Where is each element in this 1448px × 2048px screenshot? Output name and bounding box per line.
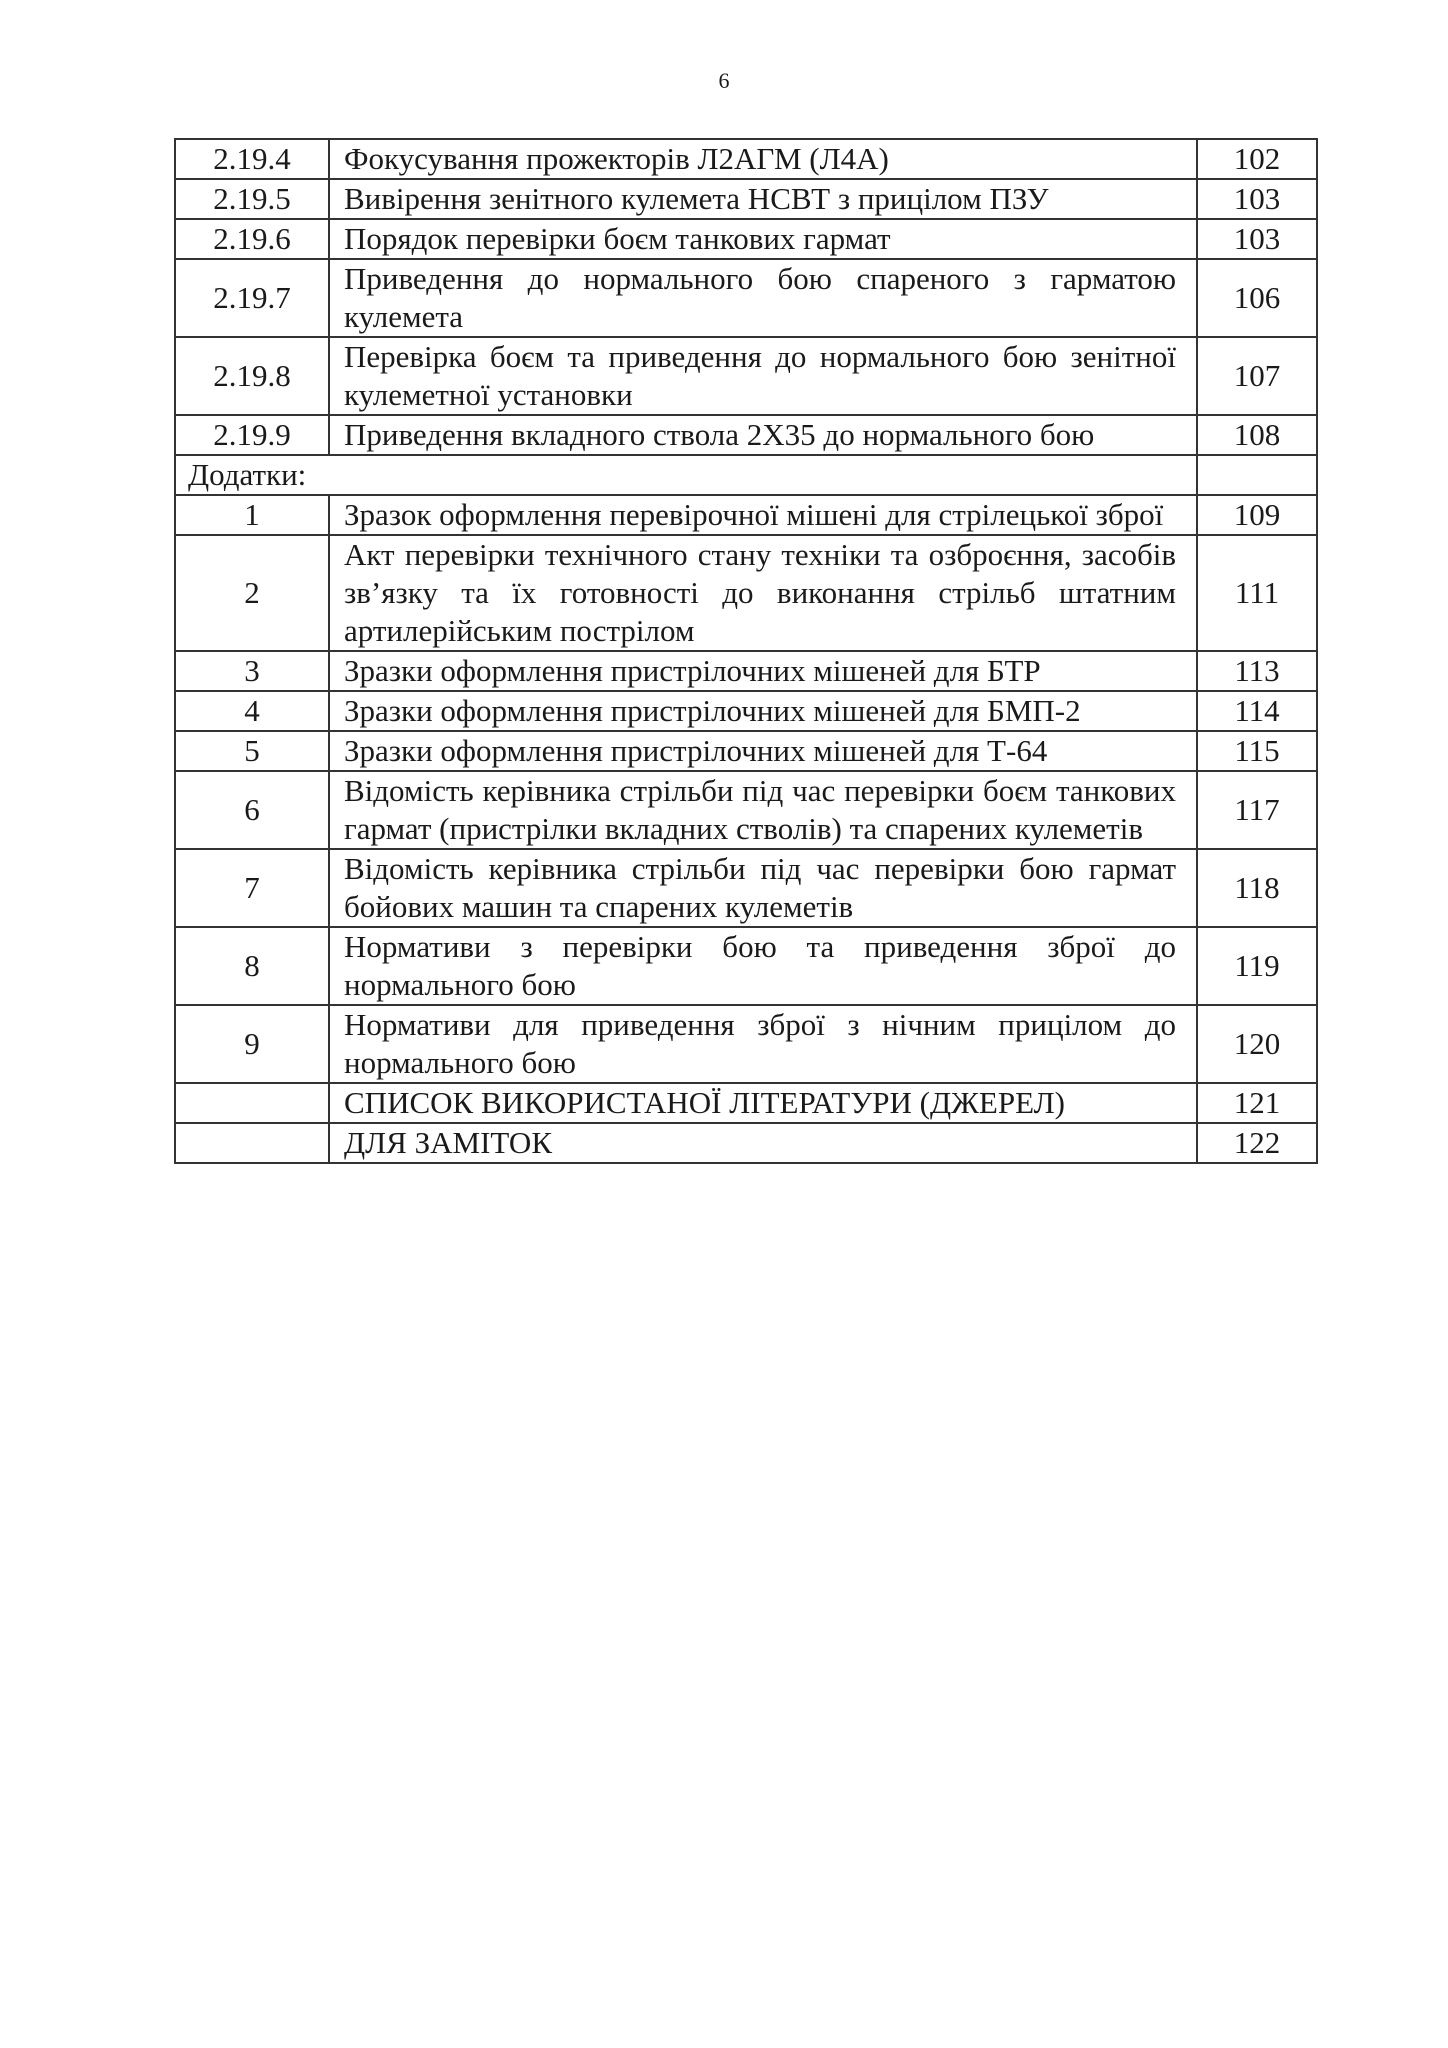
toc-number: 2.19.4: [175, 139, 329, 179]
toc-title: Порядок перевірки боєм танкових гармат: [329, 219, 1197, 259]
toc-title: Зразок оформлення перевірочної мішені для стрілецької зброї: [329, 495, 1197, 535]
toc-number: 9: [175, 1005, 329, 1083]
toc-title: Приведення до нормального бою спареного з гарматою кулемета: [329, 259, 1197, 337]
table-row: [175, 927, 1317, 1005]
toc-page: 102: [1197, 139, 1317, 179]
toc-title: Акт перевірки технічного стану техніки та озброєння, засобів зв’язку та їх готовності до виконання стрільб штатним артилерійським пострілом: [329, 535, 1197, 651]
toc-title: Нормативи з перевірки бою та приведення зброї до нормального бою: [329, 927, 1197, 1005]
toc-page: 120: [1197, 1005, 1317, 1083]
toc-page: 117: [1197, 771, 1317, 849]
toc-number: 2.19.5: [175, 179, 329, 219]
toc-title: СПИСОК ВИКОРИСТАНОЇ ЛІТЕРАТУРИ (ДЖЕРЕЛ): [329, 1083, 1197, 1123]
toc-number: 2.19.9: [175, 415, 329, 455]
toc-title: Відомість керівника стрільби під час перевірки боєм танкових гармат (пристрілки вкладних стволів) та спарених кулеметів: [329, 771, 1197, 849]
toc-number: 3: [175, 651, 329, 691]
toc-page: 114: [1197, 691, 1317, 731]
table-row: [175, 139, 1317, 179]
table-row: [175, 259, 1317, 337]
toc-title: Зразки оформлення пристрілочних мішеней для БМП-2: [329, 691, 1197, 731]
toc-page: 108: [1197, 415, 1317, 455]
toc-title: Вивірення зенітного кулемета НСВТ з прицілом ПЗУ: [329, 179, 1197, 219]
table-row: [175, 1123, 1317, 1163]
toc-page: 103: [1197, 179, 1317, 219]
toc-title: Зразки оформлення пристрілочних мішеней для Т-64: [329, 731, 1197, 771]
toc-number: [175, 1123, 329, 1163]
toc-number: 2.19.7: [175, 259, 329, 337]
toc-title: Відомість керівника стрільби під час перевірки бою гармат бойових машин та спарених кулеметів: [329, 849, 1197, 927]
table-row: [175, 495, 1317, 535]
toc-page: 119: [1197, 927, 1317, 1005]
toc-page: 122: [1197, 1123, 1317, 1163]
toc-number: 1: [175, 495, 329, 535]
table-row: [175, 849, 1317, 927]
toc-number: 2: [175, 535, 329, 651]
toc-title: Нормативи для приведення зброї з нічним прицілом до нормального бою: [329, 1005, 1197, 1083]
table-row: [175, 535, 1317, 651]
toc-number: 4: [175, 691, 329, 731]
table-row: [175, 1005, 1317, 1083]
toc-number: 6: [175, 771, 329, 849]
appendix-section-label: Додатки:: [175, 455, 1197, 495]
toc-number: [175, 1083, 329, 1123]
toc-page: 113: [1197, 651, 1317, 691]
toc-page: 111: [1197, 535, 1317, 651]
toc-number: 2.19.6: [175, 219, 329, 259]
toc-page: 103: [1197, 219, 1317, 259]
toc-title: Перевірка боєм та приведення до нормального бою зенітної кулеметної установки: [329, 337, 1197, 415]
table-row: [175, 179, 1317, 219]
toc-page: [1197, 455, 1317, 495]
toc-title: Зразки оформлення пристрілочних мішеней для БТР: [329, 651, 1197, 691]
page-number: 6: [718, 68, 730, 93]
toc-title: ДЛЯ ЗАМІТОК: [329, 1123, 1197, 1163]
toc-page: 118: [1197, 849, 1317, 927]
toc-page: 115: [1197, 731, 1317, 771]
toc-number: 7: [175, 849, 329, 927]
table-row: [175, 337, 1317, 415]
toc-title: Приведення вкладного ствола 2Х35 до нормального бою: [329, 415, 1197, 455]
toc-page: 107: [1197, 337, 1317, 415]
table-row: [175, 691, 1317, 731]
toc-page: 106: [1197, 259, 1317, 337]
table-of-contents: [174, 138, 1318, 1164]
toc-title: Фокусування прожекторів Л2АГМ (Л4А): [329, 139, 1197, 179]
toc-number: 5: [175, 731, 329, 771]
table-row: [175, 415, 1317, 455]
toc-page: 109: [1197, 495, 1317, 535]
table-row: [175, 1083, 1317, 1123]
table-row: [175, 771, 1317, 849]
table-row: [175, 731, 1317, 771]
table-row-section: [175, 455, 1317, 495]
table-row: [175, 219, 1317, 259]
toc-number: 2.19.8: [175, 337, 329, 415]
toc-number: 8: [175, 927, 329, 1005]
table-row: [175, 651, 1317, 691]
toc-page: 121: [1197, 1083, 1317, 1123]
